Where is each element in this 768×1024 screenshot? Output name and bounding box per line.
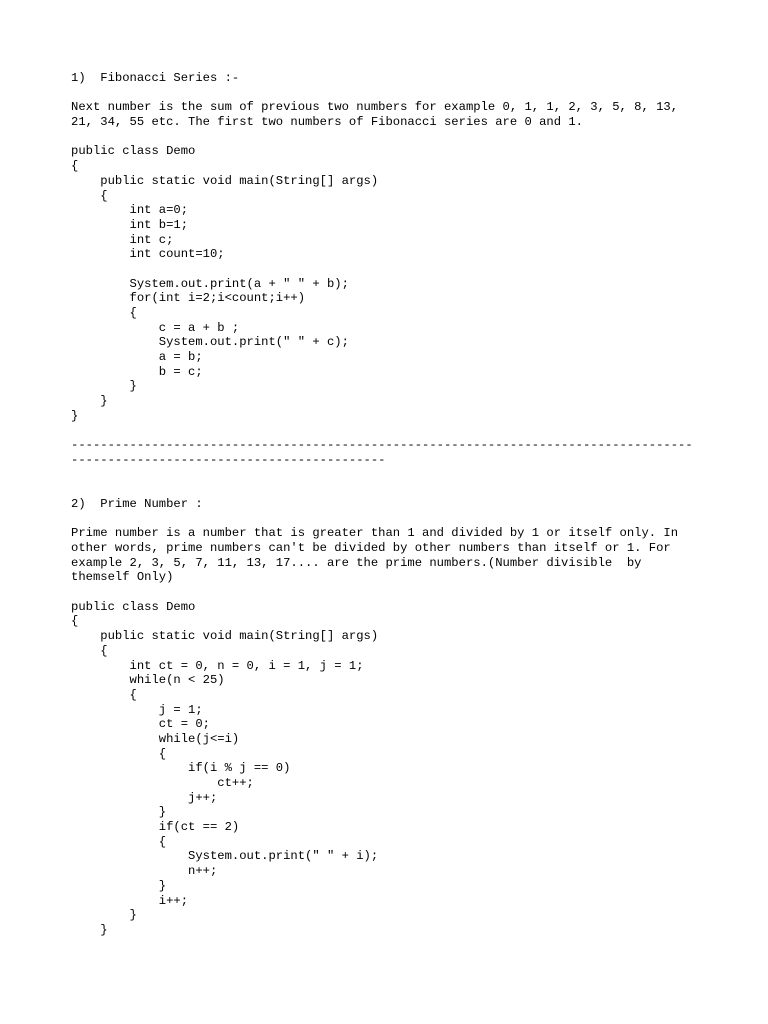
code-line: public static void main(String[] args) bbox=[71, 173, 379, 188]
code-line: { bbox=[71, 687, 137, 702]
code-line: c = a + b ; bbox=[71, 320, 240, 335]
code-line: int count=10; bbox=[71, 247, 225, 262]
code-line: j = 1; bbox=[71, 702, 203, 717]
code-line: { bbox=[71, 188, 108, 203]
code-line: System.out.print(" " + i); bbox=[71, 849, 379, 864]
code-line: int ct = 0, n = 0, i = 1, j = 1; bbox=[71, 658, 364, 673]
paragraph-line: 21, 34, 55 etc. The first two numbers of Fibonacci series are 0 and 1. bbox=[71, 115, 583, 130]
blank-line bbox=[71, 262, 711, 277]
code-line: if(i % j == 0) bbox=[71, 761, 291, 776]
blank-line bbox=[71, 468, 711, 483]
paragraph-line: Next number is the sum of previous two numbers for example 0, 1, 1, 2, 3, 5, 8, 13, bbox=[71, 100, 679, 115]
code-line: { bbox=[71, 643, 108, 658]
blank-line bbox=[71, 130, 711, 145]
code-line: n++; bbox=[71, 864, 218, 879]
code-line: System.out.print(" " + c); bbox=[71, 335, 349, 350]
code-line: { bbox=[71, 159, 79, 174]
code-line: public class Demo bbox=[71, 599, 196, 614]
code-line: int a=0; bbox=[71, 203, 189, 218]
code-line: } bbox=[71, 408, 79, 423]
paragraph-line: other words, prime numbers can't be divided by other numbers than itself or 1. For bbox=[71, 541, 671, 555]
code-line: { bbox=[71, 306, 137, 320]
code-line: for(int i=2;i<count;i++) bbox=[71, 291, 306, 306]
code-line: int c; bbox=[71, 232, 174, 247]
code-line: j++; bbox=[71, 790, 218, 805]
separator-line: ------------------------------------------- bbox=[71, 452, 386, 467]
code-line: } bbox=[71, 805, 167, 820]
code-line: { bbox=[71, 614, 79, 629]
code-line: { bbox=[71, 746, 167, 761]
document-page bbox=[71, 71, 711, 938]
code-line: while(j<=i) bbox=[71, 731, 240, 746]
code-line: int b=1; bbox=[71, 217, 189, 232]
code-line: ct = 0; bbox=[71, 717, 210, 732]
code-line: if(ct == 2) bbox=[71, 820, 240, 835]
code-line: ct++; bbox=[71, 776, 254, 790]
code-line: } bbox=[71, 394, 108, 409]
section-heading-prime: 2) Prime Number : bbox=[71, 496, 203, 511]
code-line: } bbox=[71, 922, 108, 937]
code-line: a = b; bbox=[71, 350, 203, 365]
code-line: } bbox=[71, 878, 167, 893]
code-line: public static void main(String[] args) bbox=[71, 629, 379, 644]
section-heading-fibonacci: 1) Fibonacci Series :- bbox=[71, 71, 240, 85]
code-line: public class Demo bbox=[71, 144, 196, 159]
code-line: System.out.print(a + " " + b); bbox=[71, 276, 349, 291]
code-line: { bbox=[71, 834, 167, 849]
code-line: } bbox=[71, 908, 137, 923]
blank-line bbox=[71, 482, 711, 497]
paragraph-line: example 2, 3, 5, 7, 11, 13, 17.... are the prime numbers.(Number divisible by bbox=[71, 555, 642, 570]
paragraph-line: themself Only) bbox=[71, 570, 174, 585]
code-line: i++; bbox=[71, 893, 189, 908]
code-line: b = c; bbox=[71, 364, 203, 379]
blank-line bbox=[71, 86, 711, 101]
blank-line bbox=[71, 512, 711, 527]
blank-line bbox=[71, 585, 711, 600]
blank-line bbox=[71, 424, 711, 439]
separator-line: ------------------------------------------------------------------------------------- bbox=[71, 438, 693, 453]
paragraph-line: Prime number is a number that is greater than 1 and divided by 1 or itself only. In bbox=[71, 526, 679, 541]
code-line: while(n < 25) bbox=[71, 673, 225, 688]
code-line: } bbox=[71, 379, 137, 394]
